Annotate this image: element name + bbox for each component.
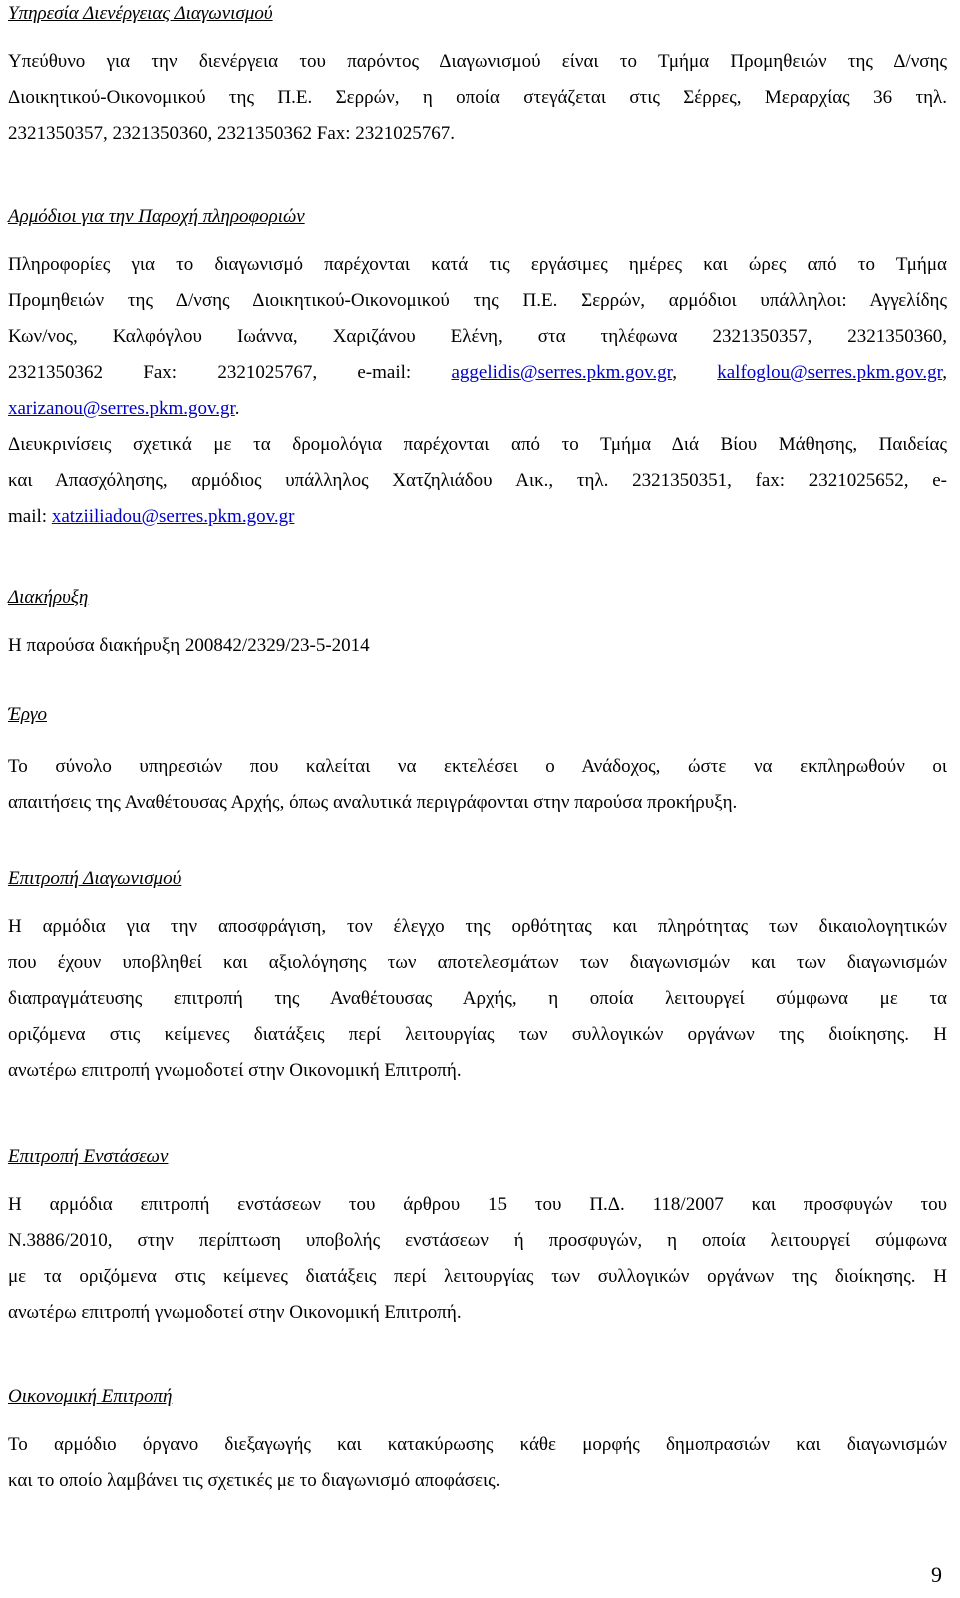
period-text: .	[234, 398, 240, 419]
paragraph-line: Το αρμόδιο όργανο διεξαγωγής και κατακύρωσης κάθε μορφής δημοπρασιών και διαγωνισμών	[8, 1434, 947, 1455]
section-announcement	[8, 586, 947, 658]
section-objections-committee	[8, 1145, 947, 1325]
paragraph-line: 2321350357, 2321350360, 2321350362 Fax: 2321025767.	[8, 123, 456, 144]
paragraph-line: Η αρμόδια για την αποσφράγιση, τον έλεγχο της ορθότητας και πληρότητας των δικαιολογητικών	[8, 916, 947, 937]
section-financial-committee	[8, 1385, 947, 1493]
email-link-xatziiliadou[interactable]: xatziiliadou@serres.pkm.gov.gr	[51, 506, 295, 527]
paragraph-line: Υπεύθυνο για την διενέργεια του παρόντος Διαγωνισμού είναι το Τμήμα Προμηθειών της Δ/νσης	[8, 51, 947, 72]
section-tender-committee	[8, 867, 947, 1083]
line-text: mail:	[8, 506, 52, 527]
paragraph-line	[8, 361, 947, 385]
paragraph-line: Πληροφορίες για το διαγωνισμό παρέχονται κατά τις εργάσιμες ημέρες και ώρες από το Τμήμα	[8, 254, 947, 275]
paragraph-line: διαπραγμάτευσης επιτροπή της Αναθέτουσας Αρχής, η οποία λειτουργεί σύμφωνα με τα	[8, 988, 947, 1009]
paragraph-line: ανωτέρω επιτροπή γνωμοδοτεί στην Οικονομική Επιτροπή.	[8, 1060, 462, 1081]
section-heading: Επιτροπή Διαγωνισμού	[8, 868, 182, 889]
line-text: 2321350362 Fax: 2321025767, e-mail:	[8, 362, 452, 383]
paragraph-line	[8, 505, 947, 529]
email-link-aggelidis[interactable]: aggelidis@serres.pkm.gov.gr	[451, 362, 673, 383]
section-heading: Έργο	[8, 704, 48, 725]
email-link-kalfoglou[interactable]: kalfoglou@serres.pkm.gov.gr	[717, 362, 943, 383]
section-heading: Υπηρεσία Διενέργειας Διαγωνισμού	[8, 3, 273, 24]
paragraph-line: απαιτήσεις της Αναθέτουσας Αρχής, όπως αναλυτικά περιγράφονται στην παρούσα προκήρυξη.	[8, 792, 738, 813]
paragraph-line: Διοικητικού-Οικονομικού της Π.Ε. Σερρών, η οποία στεγάζεται στις Σέρρες, Μεραρχίας 36 τηλ.	[8, 87, 947, 108]
page-number: 9	[931, 1562, 942, 1587]
paragraph-line: Κων/νος, Καλφόγλου Ιωάννα, Χαριζάνου Ελένη, στα τηλέφωνα 2321350357, 2321350360,	[8, 326, 947, 347]
paragraph-line: Ν.3886/2010, στην περίπτωση υποβολής ενστάσεων ή προσφυγών, η οποία λειτουργεί σύμφωνα	[8, 1230, 947, 1251]
separator-text: ,	[942, 362, 947, 383]
paragraph-line: και το οποίο λαμβάνει τις σχετικές με το διαγωνισμό αποφάσεις.	[8, 1470, 501, 1491]
section-service-conducting-tender	[8, 2, 947, 146]
section-heading: Επιτροπή Ενστάσεων	[8, 1146, 169, 1167]
paragraph-line: οριζόμενα στις κείμενες διατάξεις περί λειτουργίας των συλλογικών οργάνων της διοίκησης. Η	[8, 1024, 947, 1045]
section-heading: Αρμόδιοι για την Παροχή πληροφοριών	[8, 206, 305, 227]
paragraph-line: Διευκρινίσεις σχετικά με τα δρομολόγια παρέχονται από το Τμήμα Διά Βίου Μάθησης, Παιδείας	[8, 434, 947, 455]
paragraph-line: με τα οριζόμενα στις κείμενες διατάξεις περί λειτουργίας των συλλογικών οργάνων της διοίκησης. Η	[8, 1266, 947, 1287]
section-project	[8, 703, 947, 815]
separator-text: ,	[672, 362, 718, 383]
section-information-contacts	[8, 205, 947, 529]
paragraph-line: Το σύνολο υπηρεσιών που καλείται να εκτελέσει ο Ανάδοχος, ώστε να εκπληρωθούν οι	[8, 756, 947, 777]
paragraph-line: ανωτέρω επιτροπή γνωμοδοτεί στην Οικονομική Επιτροπή.	[8, 1302, 462, 1323]
section-heading: Διακήρυξη	[8, 587, 89, 608]
email-link-xarizanou[interactable]: xarizanou@serres.pkm.gov.gr	[8, 398, 235, 419]
paragraph-line: Η παρούσα διακήρυξη 200842/2329/23-5-2014	[8, 635, 370, 656]
paragraph-line: Η αρμόδια επιτροπή ενστάσεων του άρθρου 15 του Π.Δ. 118/2007 και προσφυγών του	[8, 1194, 947, 1215]
paragraph-line	[8, 397, 947, 421]
paragraph-line: Προμηθειών της Δ/νσης Διοικητικού-Οικονομικού της Π.Ε. Σερρών, αρμόδιοι υπάλληλοι: Αγγελίδης	[8, 290, 947, 311]
section-heading: Οικονομική Επιτροπή	[8, 1386, 173, 1407]
paragraph-line: που έχουν υποβληθεί και αξιολόγησης των αποτελεσμάτων των διαγωνισμών και των διαγωνισμών	[8, 952, 947, 973]
paragraph-line: και Απασχόλησης, αρμόδιος υπάλληλος Χατζηλιάδου Αικ., τηλ. 2321350351, fax: 2321025652, e-	[8, 470, 947, 491]
